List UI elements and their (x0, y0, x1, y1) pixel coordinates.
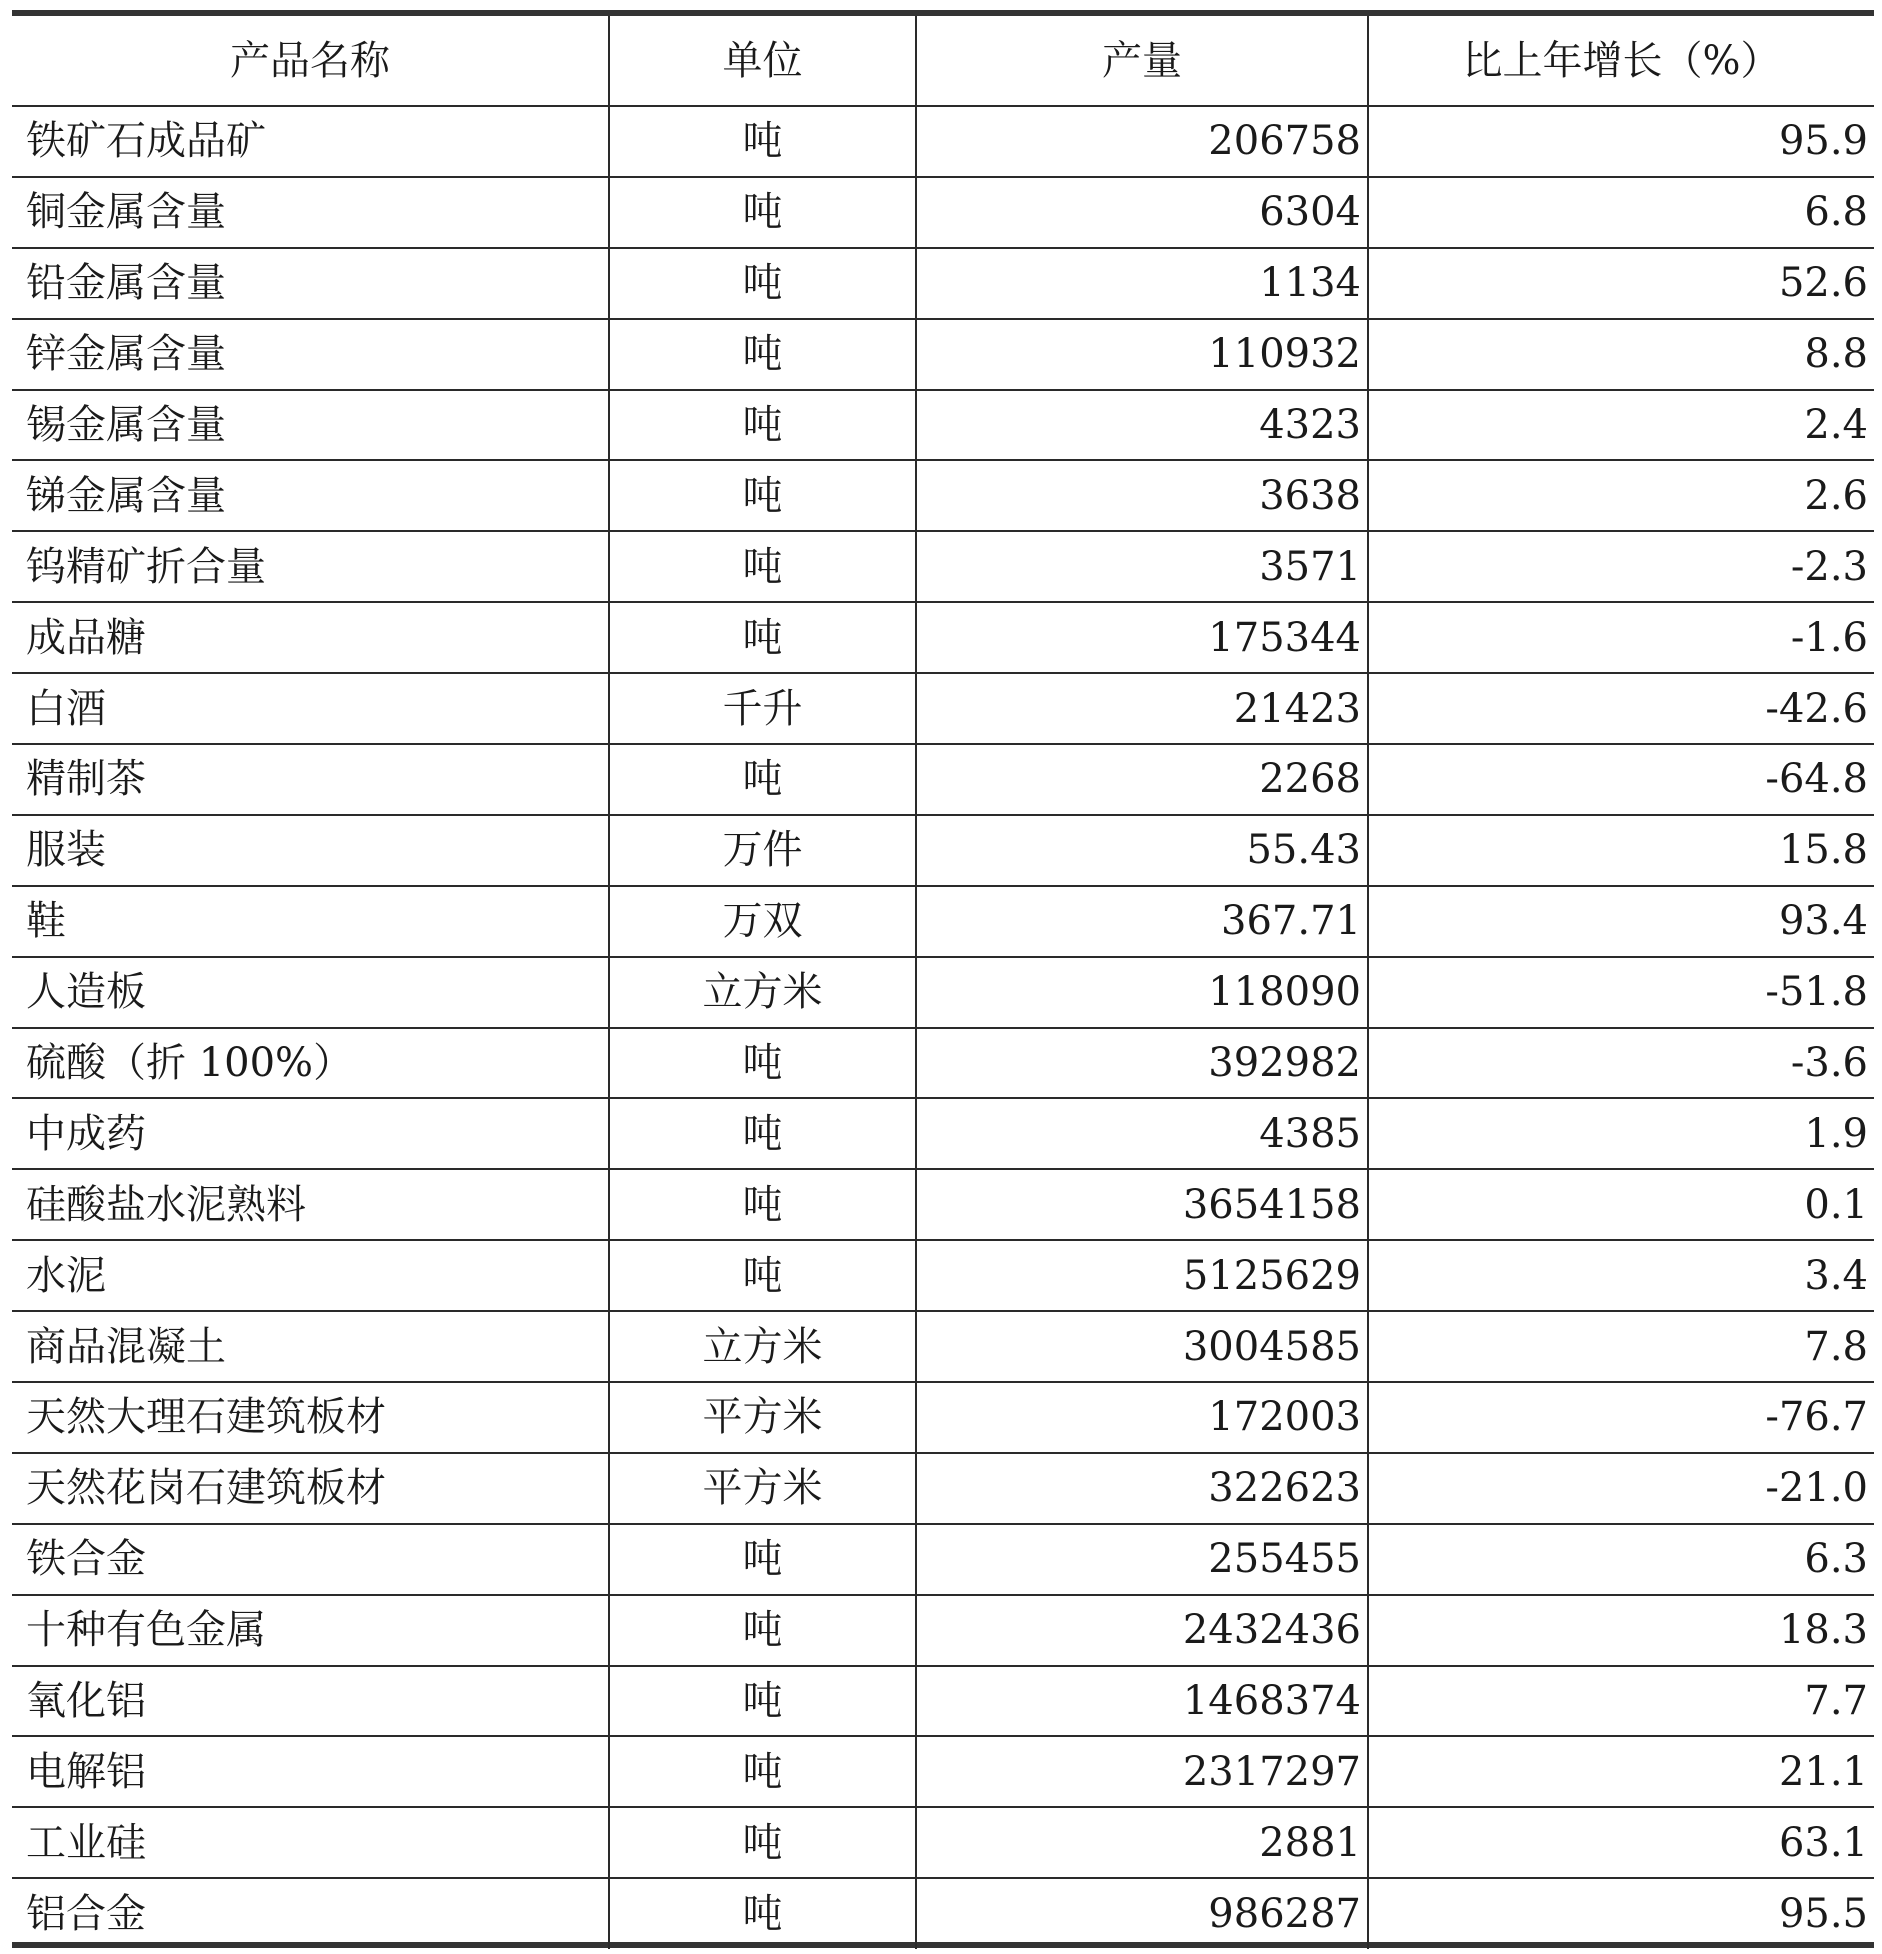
cell-unit: 吨 (609, 1878, 916, 1949)
cell-product-name: 中成药 (12, 1098, 609, 1169)
cell-unit: 吨 (609, 1595, 916, 1666)
cell-product-name: 铁矿石成品矿 (12, 106, 609, 177)
cell-unit: 千升 (609, 673, 916, 744)
cell-unit: 平方米 (609, 1453, 916, 1524)
table-row (12, 1169, 1874, 1240)
table-row (12, 390, 1874, 461)
cell-product-name: 工业硅 (12, 1807, 609, 1878)
cell-growth: 52.6 (1368, 248, 1874, 319)
cell-unit: 吨 (609, 248, 916, 319)
cell-product-name: 人造板 (12, 957, 609, 1028)
product-output-table-container (12, 10, 1874, 1948)
table-row (12, 1807, 1874, 1878)
cell-unit: 吨 (609, 1240, 916, 1311)
cell-growth: 8.8 (1368, 319, 1874, 390)
cell-quantity: 3571 (916, 531, 1368, 602)
cell-unit: 吨 (609, 1736, 916, 1807)
cell-growth: -21.0 (1368, 1453, 1874, 1524)
header-quantity: 产量 (916, 16, 1368, 106)
cell-quantity: 5125629 (916, 1240, 1368, 1311)
cell-product-name: 商品混凝土 (12, 1311, 609, 1382)
cell-quantity: 175344 (916, 602, 1368, 673)
cell-product-name: 十种有色金属 (12, 1595, 609, 1666)
cell-product-name: 天然花岗石建筑板材 (12, 1453, 609, 1524)
cell-growth: -64.8 (1368, 744, 1874, 815)
cell-quantity: 21423 (916, 673, 1368, 744)
table-row (12, 319, 1874, 390)
table-row (12, 957, 1874, 1028)
cell-unit: 吨 (609, 1807, 916, 1878)
header-unit: 单位 (609, 16, 916, 106)
table-row (12, 248, 1874, 319)
table-row (12, 1240, 1874, 1311)
table-row (12, 886, 1874, 957)
cell-unit: 吨 (609, 1524, 916, 1595)
cell-growth: 18.3 (1368, 1595, 1874, 1666)
table-row (12, 602, 1874, 673)
cell-growth: 7.8 (1368, 1311, 1874, 1382)
cell-quantity: 2881 (916, 1807, 1368, 1878)
table-row (12, 1028, 1874, 1099)
cell-product-name: 白酒 (12, 673, 609, 744)
cell-growth: 0.1 (1368, 1169, 1874, 1240)
cell-quantity: 3638 (916, 460, 1368, 531)
cell-unit: 立方米 (609, 1311, 916, 1382)
cell-quantity: 1468374 (916, 1666, 1368, 1737)
cell-growth: -76.7 (1368, 1382, 1874, 1453)
table-row (12, 460, 1874, 531)
cell-growth: 63.1 (1368, 1807, 1874, 1878)
cell-unit: 吨 (609, 106, 916, 177)
table-row (12, 744, 1874, 815)
cell-unit: 吨 (609, 1028, 916, 1099)
table-row (12, 1382, 1874, 1453)
cell-unit: 吨 (609, 602, 916, 673)
cell-product-name: 硫酸（折 100%） (12, 1028, 609, 1099)
table-row (12, 1453, 1874, 1524)
cell-quantity: 6304 (916, 177, 1368, 248)
cell-product-name: 硅酸盐水泥熟料 (12, 1169, 609, 1240)
table-row (12, 1878, 1874, 1949)
cell-quantity: 172003 (916, 1382, 1368, 1453)
table-body (12, 106, 1874, 1949)
table-row (12, 1098, 1874, 1169)
table-header (12, 16, 1874, 106)
table-row (12, 673, 1874, 744)
product-output-table (12, 16, 1874, 1949)
cell-quantity: 255455 (916, 1524, 1368, 1595)
table-row (12, 1736, 1874, 1807)
cell-unit: 平方米 (609, 1382, 916, 1453)
table-row (12, 106, 1874, 177)
cell-quantity: 3654158 (916, 1169, 1368, 1240)
cell-quantity: 986287 (916, 1878, 1368, 1949)
cell-growth: -1.6 (1368, 602, 1874, 673)
cell-growth: -2.3 (1368, 531, 1874, 602)
cell-product-name: 钨精矿折合量 (12, 531, 609, 602)
table-row (12, 815, 1874, 886)
cell-growth: 21.1 (1368, 1736, 1874, 1807)
cell-unit: 吨 (609, 1666, 916, 1737)
table-row (12, 1666, 1874, 1737)
table-row (12, 1595, 1874, 1666)
cell-quantity: 322623 (916, 1453, 1368, 1524)
cell-growth: -3.6 (1368, 1028, 1874, 1099)
cell-product-name: 水泥 (12, 1240, 609, 1311)
cell-quantity: 1134 (916, 248, 1368, 319)
cell-growth: -51.8 (1368, 957, 1874, 1028)
cell-unit: 吨 (609, 319, 916, 390)
cell-unit: 吨 (609, 177, 916, 248)
cell-unit: 吨 (609, 390, 916, 461)
cell-product-name: 锑金属含量 (12, 460, 609, 531)
cell-unit: 吨 (609, 1098, 916, 1169)
cell-growth: 1.9 (1368, 1098, 1874, 1169)
cell-quantity: 3004585 (916, 1311, 1368, 1382)
cell-growth: 95.9 (1368, 106, 1874, 177)
table-row (12, 531, 1874, 602)
cell-product-name: 铜金属含量 (12, 177, 609, 248)
cell-quantity: 2317297 (916, 1736, 1368, 1807)
cell-product-name: 精制茶 (12, 744, 609, 815)
table-row (12, 1311, 1874, 1382)
cell-growth: -42.6 (1368, 673, 1874, 744)
cell-product-name: 服装 (12, 815, 609, 886)
cell-quantity: 367.71 (916, 886, 1368, 957)
cell-unit: 吨 (609, 744, 916, 815)
cell-quantity: 118090 (916, 957, 1368, 1028)
cell-product-name: 铅金属含量 (12, 248, 609, 319)
cell-growth: 93.4 (1368, 886, 1874, 957)
cell-quantity: 206758 (916, 106, 1368, 177)
cell-product-name: 铁合金 (12, 1524, 609, 1595)
cell-unit: 万件 (609, 815, 916, 886)
header-growth: 比上年增长（%） (1368, 16, 1874, 106)
header-product-name: 产品名称 (12, 16, 609, 106)
cell-product-name: 天然大理石建筑板材 (12, 1382, 609, 1453)
cell-growth: 95.5 (1778, 1891, 1868, 1938)
cell-growth: 2.4 (1368, 390, 1874, 461)
cell-unit: 吨 (609, 531, 916, 602)
cell-quantity: 2432436 (916, 1595, 1368, 1666)
cell-quantity: 392982 (916, 1028, 1368, 1099)
cell-quantity: 4323 (916, 390, 1368, 461)
cell-growth: 3.4 (1368, 1240, 1874, 1311)
cell-product-name: 锡金属含量 (12, 390, 609, 461)
cell-quantity: 110932 (916, 319, 1368, 390)
cell-growth: 6.3 (1368, 1524, 1874, 1595)
table-row (12, 1524, 1874, 1595)
cell-product-name: 成品糖 (12, 602, 609, 673)
cell-growth: 7.7 (1368, 1666, 1874, 1737)
cell-product-name: 铝合金 (12, 1878, 609, 1949)
cell-unit: 吨 (609, 460, 916, 531)
cell-unit: 万双 (609, 886, 916, 957)
cell-unit: 吨 (609, 1169, 916, 1240)
cell-quantity: 2268 (916, 744, 1368, 815)
cell-product-name: 锌金属含量 (12, 319, 609, 390)
cell-product-name: 电解铝 (12, 1736, 609, 1807)
cell-unit: 立方米 (609, 957, 916, 1028)
cell-quantity: 55.43 (916, 815, 1368, 886)
cell-growth: 6.8 (1368, 177, 1874, 248)
cell-product-name: 氧化铝 (12, 1666, 609, 1737)
cell-growth: 2.6 (1368, 460, 1874, 531)
cell-growth: 15.8 (1368, 815, 1874, 886)
header-row (12, 16, 1874, 106)
cell-product-name: 鞋 (12, 886, 609, 957)
cell-quantity: 4385 (916, 1098, 1368, 1169)
table-row (12, 177, 1874, 248)
